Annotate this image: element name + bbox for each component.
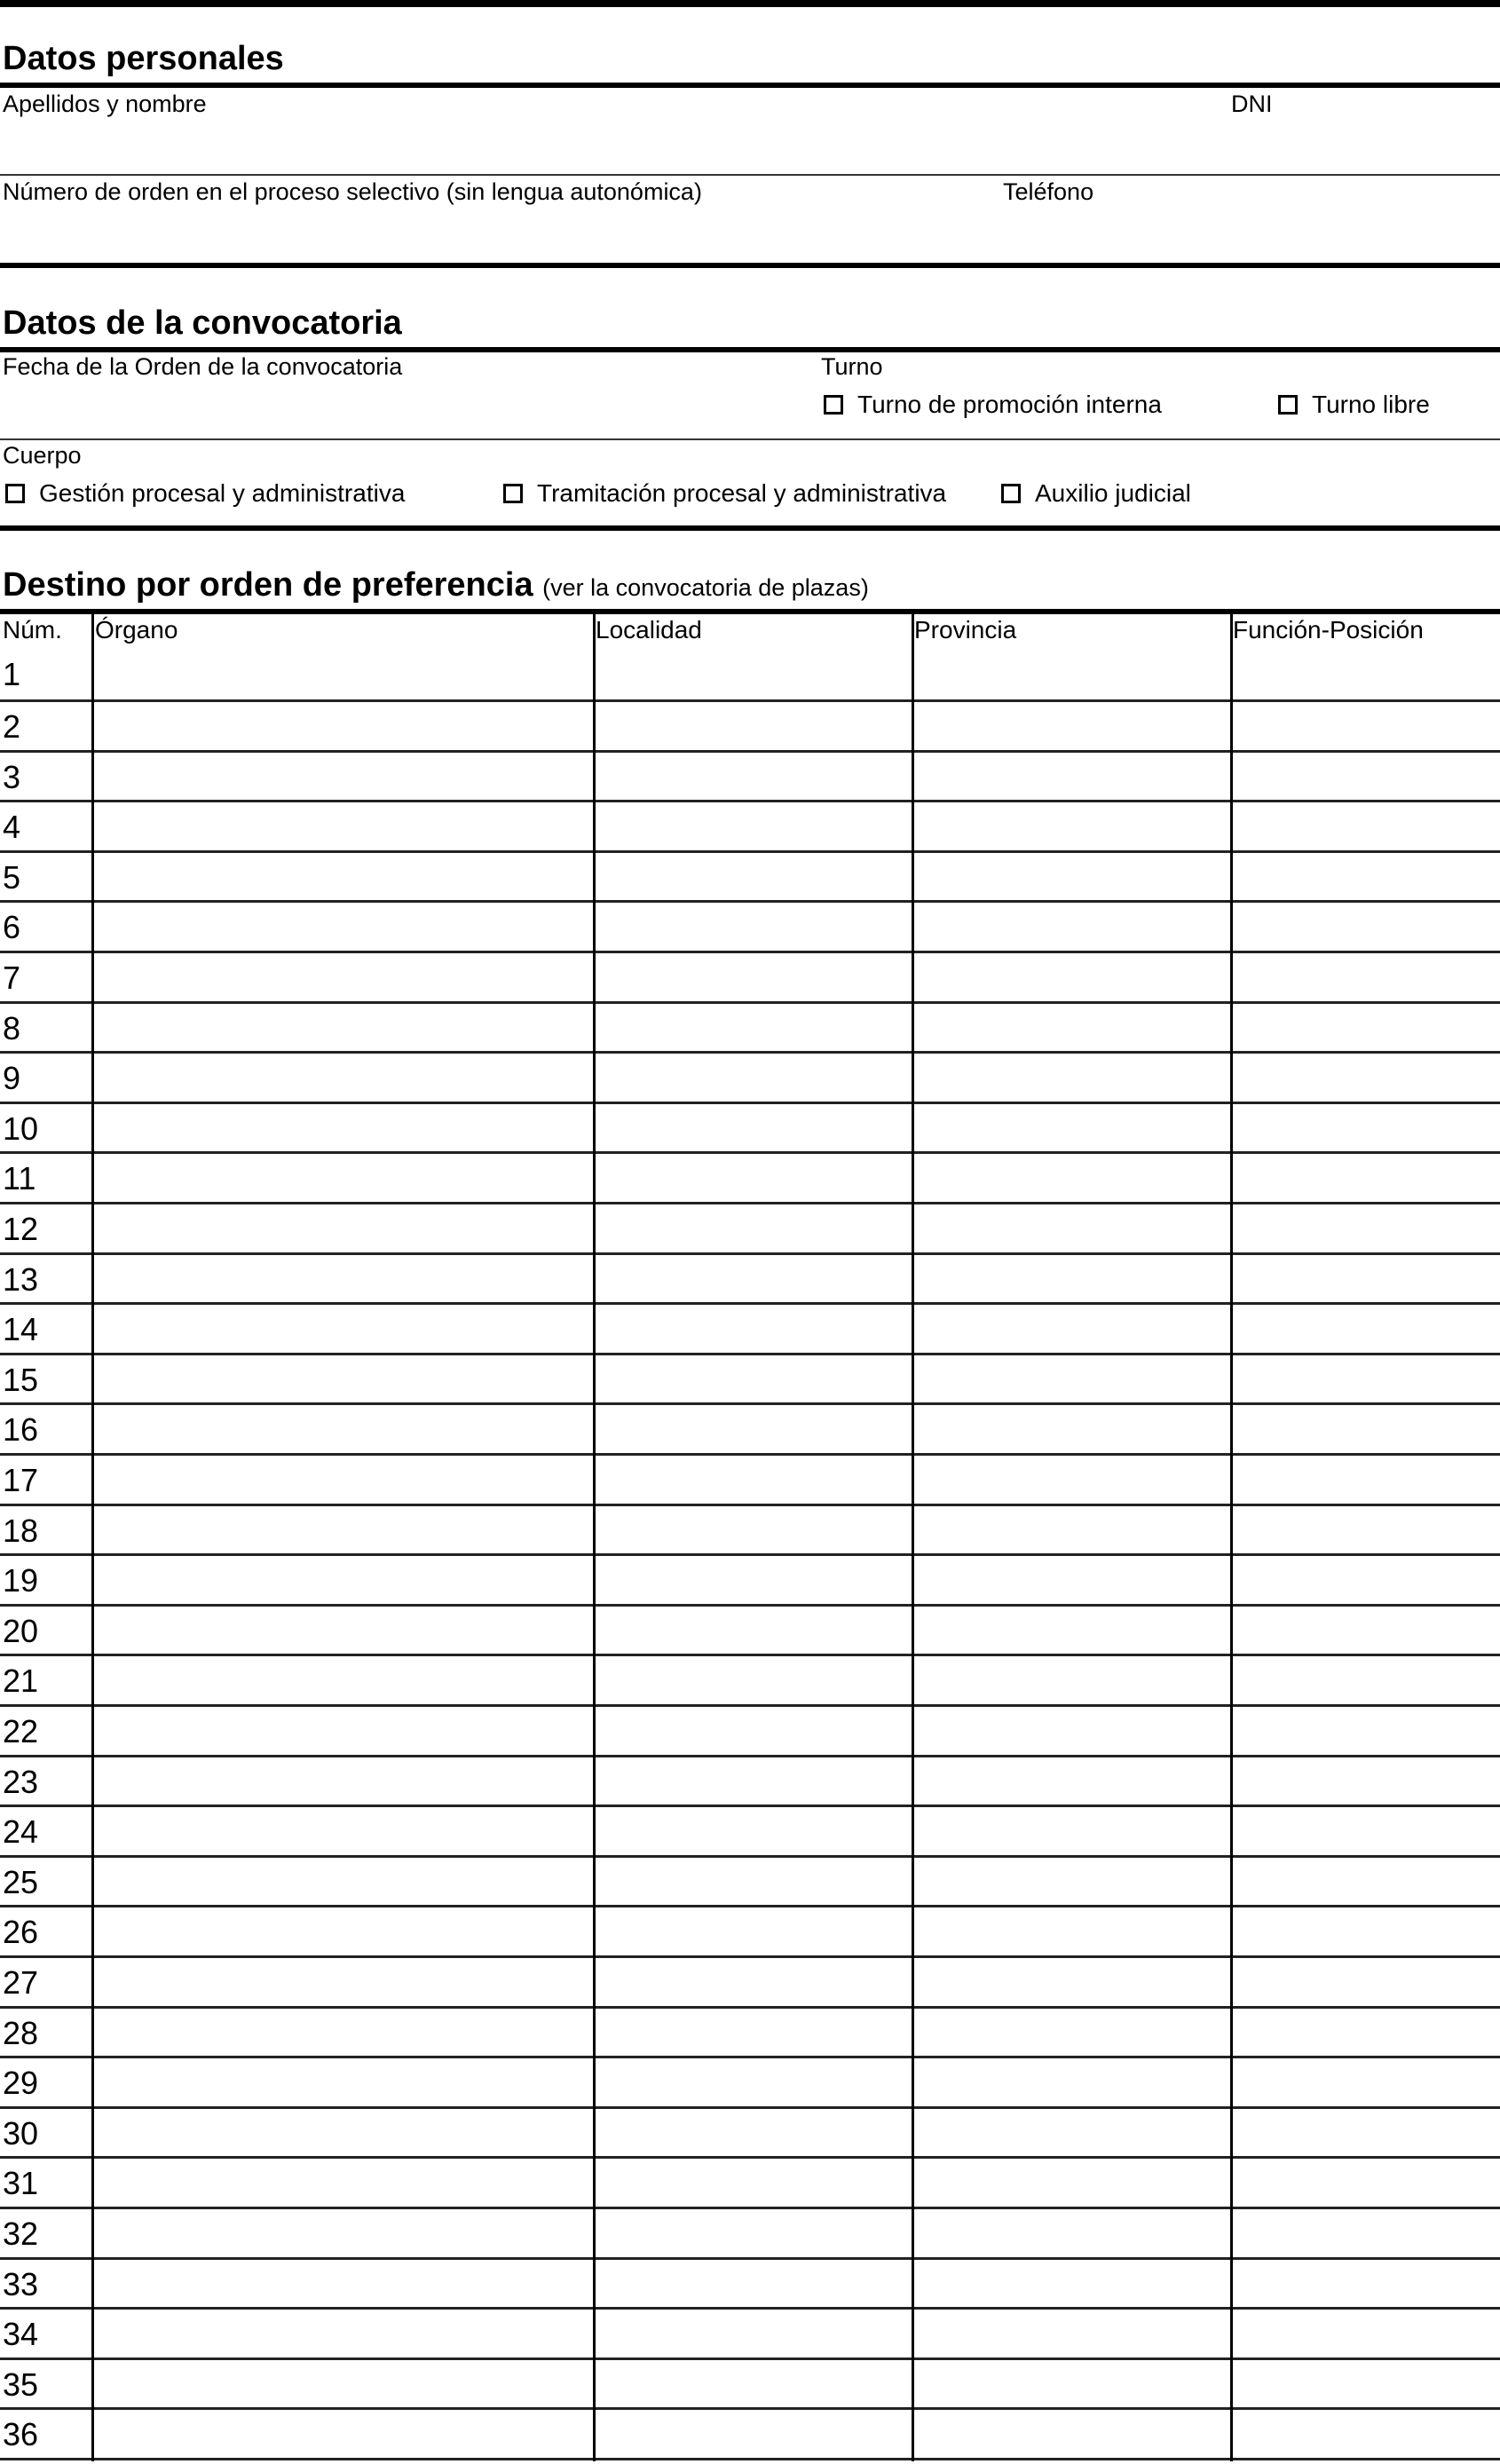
dni-input[interactable] [1231,121,1500,169]
localidad-input[interactable] [596,756,913,801]
provincia-input[interactable] [914,2263,1232,2308]
provincia-input[interactable] [914,1007,1232,1052]
checkbox-icon[interactable] [1278,395,1298,415]
row-number: 29 [3,2065,39,2102]
row-number: 30 [3,2114,39,2152]
funcion-posicion-input[interactable] [1233,1911,1500,1955]
column-header-localidad: Localidad [596,616,702,644]
name-label: Apellidos y nombre [3,91,207,117]
provincia-input[interactable] [914,1409,1232,1453]
provincia-input[interactable] [914,1861,1232,1906]
checkbox-label: Gestión procesal y administrativa [39,479,406,507]
localidad-input[interactable] [596,957,913,1001]
row-number: 18 [3,1512,39,1549]
localidad-input[interactable] [596,1157,913,1202]
provincia-input[interactable] [914,1510,1232,1554]
organo-input[interactable] [94,1007,595,1052]
funcion-posicion-input[interactable] [1233,2113,1500,2157]
table-row [0,1204,1500,1255]
row-number: 33 [3,2265,39,2302]
funcion-posicion-input[interactable] [1233,806,1500,850]
organo-input[interactable] [94,706,595,750]
row-number: 6 [3,909,21,946]
localidad-input[interactable] [596,1710,913,1755]
row-number: 35 [3,2365,39,2403]
localidad-input[interactable] [596,2113,913,2157]
row-number: 7 [3,960,21,996]
column-header-provincia: Provincia [914,616,1017,644]
funcion-posicion-input[interactable] [1233,857,1500,901]
cuerpo-label: Cuerpo [3,442,82,469]
column-header-num: Núm. [3,616,62,644]
organo-input[interactable] [94,1108,595,1152]
turno-promocion-interna-checkbox[interactable] [824,391,1162,419]
field-divider [0,174,1500,176]
table-row [0,903,1500,953]
destino-title: Destino por orden de preferencia [3,566,533,604]
localidad-input[interactable] [596,2062,913,2106]
funcion-posicion-input[interactable] [1233,1308,1500,1353]
provincia-input[interactable] [914,1911,1232,1955]
provincia-input[interactable] [914,1108,1232,1152]
provincia-input[interactable] [914,1962,1232,2006]
checkbox-icon[interactable] [5,484,25,503]
row-number: 2 [3,708,21,745]
table-row [0,1807,1500,1858]
organo-input[interactable] [94,1911,595,1955]
organo-input[interactable] [94,1811,595,1855]
funcion-posicion-input[interactable] [1233,1208,1500,1252]
localidad-input[interactable] [596,650,913,699]
checkbox-label: Auxilio judicial [1035,479,1191,507]
row-number: 27 [3,1964,39,2001]
provincia-input[interactable] [914,2113,1232,2157]
row-number: 15 [3,1361,39,1398]
table-row [0,1707,1500,1757]
turno-label: Turno [821,353,883,380]
organo-input[interactable] [94,2364,595,2408]
provincia-input[interactable] [914,1308,1232,1353]
row-number: 36 [3,2416,39,2453]
table-row [0,1456,1500,1506]
organo-input[interactable] [94,906,595,951]
localidad-input[interactable] [596,1057,913,1102]
destino-subtitle: (ver la convocatoria de plazas) [542,574,869,601]
section-divider [0,83,1500,88]
table-row [0,1355,1500,1406]
localidad-input[interactable] [596,1108,913,1152]
table-row [0,1556,1500,1607]
organo-input[interactable] [94,2162,595,2207]
column-divider [912,611,914,2461]
funcion-posicion-input[interactable] [1233,1459,1500,1504]
funcion-posicion-input[interactable] [1233,1660,1500,1704]
funcion-posicion-input[interactable] [1233,906,1500,951]
localidad-input[interactable] [596,1459,913,1504]
localidad-input[interactable] [596,1208,913,1252]
table-row [0,702,1500,753]
localidad-input[interactable] [596,1359,913,1403]
localidad-input[interactable] [596,2313,913,2357]
provincia-input[interactable] [914,1259,1232,1303]
row-number: 14 [3,1311,39,1348]
table-row [0,1104,1500,1155]
checkbox-label: Turno libre [1312,391,1430,418]
localidad-input[interactable] [596,1761,913,1805]
table-row [0,1305,1500,1355]
table-row [0,1907,1500,1958]
localidad-input[interactable] [596,1660,913,1704]
localidad-input[interactable] [596,1811,913,1855]
row-number: 12 [3,1211,39,1247]
provincia-input[interactable] [914,1459,1232,1504]
provincia-input[interactable] [914,2012,1232,2057]
organo-input[interactable] [94,2113,595,2157]
organo-input[interactable] [94,2313,595,2357]
localidad-input[interactable] [596,2263,913,2308]
table-row [0,1858,1500,1908]
organo-input[interactable] [94,1208,595,1252]
table-row [0,1004,1500,1054]
row-number: 25 [3,1863,39,1900]
table-row [0,2159,1500,2209]
organo-input[interactable] [94,1259,595,1303]
funcion-posicion-input[interactable] [1233,2364,1500,2408]
table-row [0,1255,1500,1306]
funcion-posicion-input[interactable] [1233,1157,1500,1202]
localidad-input[interactable] [596,1510,913,1554]
localidad-input[interactable] [596,1560,913,1604]
organo-input[interactable] [94,2062,595,2106]
table-row [0,1607,1500,1657]
row-number: 26 [3,1914,39,1951]
provincia-input[interactable] [914,1359,1232,1403]
organo-input[interactable] [94,2213,595,2257]
phone-input[interactable] [1003,209,1499,257]
cuerpo-auxilio-checkbox[interactable] [1001,479,1191,508]
row-number: 22 [3,1713,39,1749]
provincia-input[interactable] [914,756,1232,801]
organo-input[interactable] [94,2263,595,2308]
organo-input[interactable] [94,756,595,801]
funcion-posicion-input[interactable] [1233,1057,1500,1102]
organo-input[interactable] [94,1962,595,2006]
funcion-posicion-input[interactable] [1233,2012,1500,2057]
provincia-input[interactable] [914,857,1232,901]
localidad-input[interactable] [596,706,913,750]
organo-input[interactable] [94,1308,595,1353]
localidad-input[interactable] [596,1911,913,1955]
row-number: 8 [3,1009,21,1046]
table-row [0,2260,1500,2310]
table-row [0,1405,1500,1456]
row-number: 19 [3,1562,39,1599]
funcion-posicion-input[interactable] [1233,1409,1500,1453]
provincia-input[interactable] [914,1811,1232,1855]
funcion-posicion-input[interactable] [1233,2162,1500,2207]
column-header-funcion-posicion: Función-Posición [1233,616,1424,644]
table-row [0,953,1500,1004]
organo-input[interactable] [94,2012,595,2057]
row-number: 3 [3,758,21,795]
organo-input[interactable] [94,1057,595,1102]
section-title-destino [3,565,869,607]
provincia-input[interactable] [914,806,1232,850]
row-number: 17 [3,1462,39,1498]
organo-input[interactable] [94,1510,595,1554]
provincia-input[interactable] [914,957,1232,1001]
table-row [0,2009,1500,2059]
funcion-posicion-input[interactable] [1233,957,1500,1001]
phone-label: Teléfono [1003,178,1094,205]
table-row [0,2058,1500,2109]
funcion-posicion-input[interactable] [1233,2313,1500,2357]
organo-input[interactable] [94,1560,595,1604]
name-input[interactable] [3,121,1222,169]
provincia-input[interactable] [914,1157,1232,1202]
funcion-posicion-input[interactable] [1233,1510,1500,1554]
table-row [0,802,1500,853]
funcion-posicion-input[interactable] [1233,1710,1500,1755]
dni-label: DNI [1231,91,1273,117]
localidad-input[interactable] [596,1308,913,1353]
row-number: 10 [3,1110,39,1147]
table-row [0,2410,1500,2460]
top-border [0,0,1500,7]
organo-input[interactable] [94,857,595,901]
organo-input[interactable] [94,1610,595,1655]
cuerpo-gestion-checkbox[interactable] [5,479,405,508]
provincia-input[interactable] [914,1660,1232,1704]
organo-input[interactable] [94,957,595,1001]
organo-input[interactable] [94,1710,595,1755]
provincia-input[interactable] [914,2313,1232,2357]
localidad-input[interactable] [596,2162,913,2207]
funcion-posicion-input[interactable] [1233,1259,1500,1303]
checkbox-icon[interactable] [824,395,843,415]
checkbox-icon[interactable] [1001,484,1021,503]
row-number: 1 [3,656,21,692]
localidad-input[interactable] [596,1007,913,1052]
provincia-input[interactable] [914,2162,1232,2207]
provincia-input[interactable] [914,650,1232,699]
fecha-label: Fecha de la Orden de la convocatoria [3,353,403,380]
row-number: 11 [3,1160,36,1197]
column-divider [593,611,596,2461]
section-title-personal: Datos personales [3,40,284,77]
organo-input[interactable] [94,1409,595,1453]
funcion-posicion-input[interactable] [1233,1811,1500,1855]
funcion-posicion-input[interactable] [1233,2213,1500,2257]
provincia-input[interactable] [914,2413,1232,2458]
funcion-posicion-input[interactable] [1233,2413,1500,2458]
localidad-input[interactable] [596,906,913,951]
row-number: 5 [3,858,21,896]
funcion-posicion-input[interactable] [1233,1560,1500,1604]
checkbox-icon[interactable] [503,484,523,503]
localidad-input[interactable] [596,1861,913,1906]
localidad-input[interactable] [596,1259,913,1303]
table-row [0,2360,1500,2411]
organo-input[interactable] [94,1359,595,1403]
table-row [0,1506,1500,1557]
turno-libre-checkbox[interactable] [1278,391,1430,419]
section-divider [0,263,1500,268]
fecha-input[interactable] [3,383,805,435]
table-row [0,1656,1500,1707]
funcion-posicion-input[interactable] [1233,2263,1500,2308]
provincia-input[interactable] [914,2364,1232,2408]
table-row [0,1958,1500,2009]
organo-input[interactable] [94,2413,595,2458]
row-number: 13 [3,1260,39,1298]
row-number: 20 [3,1612,39,1649]
provincia-input[interactable] [914,2213,1232,2257]
checkbox-label: Tramitación procesal y administrativa [537,479,947,507]
provincia-input[interactable] [914,1057,1232,1102]
row-number: 21 [3,1662,39,1700]
field-divider [0,438,1500,440]
column-header-organo: Órgano [95,616,178,644]
provincia-input[interactable] [914,1560,1232,1604]
organo-input[interactable] [94,1660,595,1704]
funcion-posicion-input[interactable] [1233,1962,1500,2006]
funcion-posicion-input[interactable] [1233,756,1500,801]
row-number: 16 [3,1411,39,1449]
provincia-input[interactable] [914,2062,1232,2106]
funcion-posicion-input[interactable] [1233,650,1500,699]
localidad-input[interactable] [596,857,913,901]
localidad-input[interactable] [596,1962,913,2006]
localidad-input[interactable] [596,806,913,850]
funcion-posicion-input[interactable] [1233,706,1500,750]
provincia-input[interactable] [914,1208,1232,1252]
table-row [0,853,1500,904]
localidad-input[interactable] [596,2213,913,2257]
cuerpo-tramitacion-checkbox[interactable] [503,479,946,508]
provincia-input[interactable] [914,1610,1232,1655]
row-number: 34 [3,2316,39,2353]
localidad-input[interactable] [596,2364,913,2408]
table-row [0,1154,1500,1204]
section-divider [0,525,1500,531]
table-row [0,2109,1500,2160]
row-number: 31 [3,2165,39,2202]
provincia-input[interactable] [914,906,1232,951]
localidad-input[interactable] [596,2012,913,2057]
organo-input[interactable] [94,806,595,850]
table-row [0,2310,1500,2360]
column-divider [91,611,94,2461]
localidad-input[interactable] [596,1409,913,1453]
column-divider [1230,611,1233,2461]
funcion-posicion-input[interactable] [1233,1761,1500,1805]
provincia-input[interactable] [914,1710,1232,1755]
funcion-posicion-input[interactable] [1233,1861,1500,1906]
table-row [0,1757,1500,1808]
funcion-posicion-input[interactable] [1233,1610,1500,1655]
row-number: 28 [3,2014,39,2051]
localidad-input[interactable] [596,2413,913,2458]
organo-input[interactable] [94,650,595,699]
table-row [0,1054,1500,1104]
row-number: 32 [3,2215,39,2252]
funcion-posicion-input[interactable] [1233,1359,1500,1403]
funcion-posicion-input[interactable] [1233,2062,1500,2106]
table-row [0,753,1500,803]
table-row [0,2209,1500,2260]
row-number: 24 [3,1813,39,1851]
provincia-input[interactable] [914,1761,1232,1805]
funcion-posicion-input[interactable] [1233,1007,1500,1052]
order-number-label: Número de orden en el proceso selectivo (sin lengua autonómica) [3,178,702,205]
row-number: 9 [3,1060,21,1097]
organo-input[interactable] [94,1861,595,1906]
row-number: 23 [3,1763,39,1800]
section-title-convocatoria: Datos de la convocatoria [3,304,402,342]
organo-input[interactable] [94,1459,595,1504]
order-number-input[interactable] [3,209,1000,257]
localidad-input[interactable] [596,1610,913,1655]
row-number: 4 [3,809,21,846]
provincia-input[interactable] [914,706,1232,750]
checkbox-label: Turno de promoción interna [857,391,1162,418]
organo-input[interactable] [94,1157,595,1202]
funcion-posicion-input[interactable] [1233,1108,1500,1152]
organo-input[interactable] [94,1761,595,1805]
